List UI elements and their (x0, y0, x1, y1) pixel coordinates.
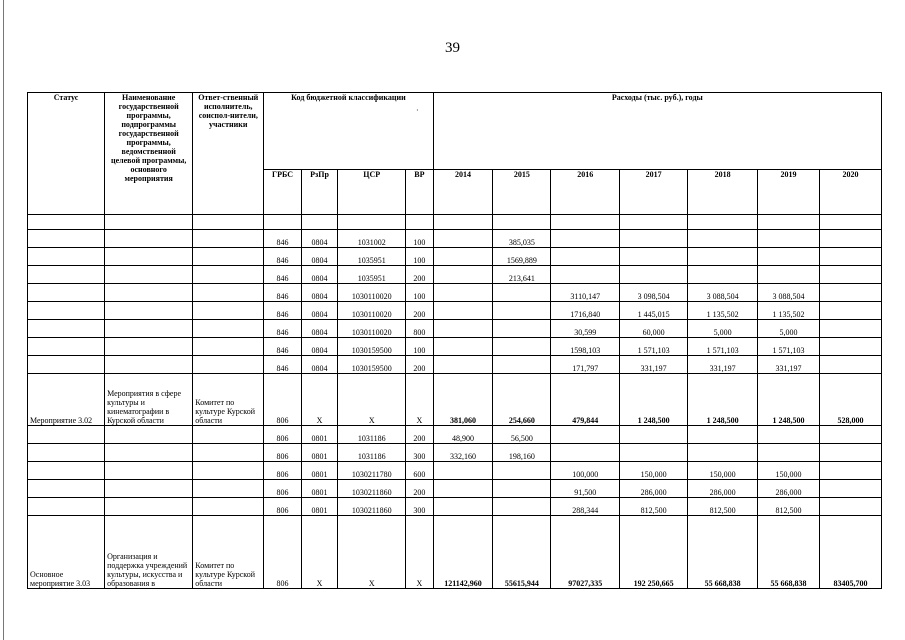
cell-2018 (688, 266, 758, 284)
cell-status (28, 480, 105, 498)
cell-status (28, 266, 105, 284)
table-row (28, 320, 882, 338)
cell-2018: 3 088,504 (688, 284, 758, 302)
cell-vr: 100 (406, 248, 433, 266)
cell-executor (193, 426, 264, 444)
cell-2019: 55 668,838 (758, 516, 820, 589)
cell-name: Организация и поддержка учреждений культуры, искусства и образования в (105, 516, 193, 589)
cell-2018: 1 135,502 (688, 302, 758, 320)
cell-blank (105, 215, 193, 230)
cell-csr: 1030110020 (338, 284, 406, 302)
cell-2020 (819, 320, 881, 338)
header-grbs: ГРБС (264, 170, 302, 215)
header-year-2020: 2020 (819, 170, 881, 215)
header-status: Статус (28, 93, 105, 215)
cell-executor (193, 480, 264, 498)
table-row (28, 356, 882, 374)
cell-status (28, 284, 105, 302)
cell-rzpr: Х (301, 516, 338, 589)
cell-2017 (620, 426, 688, 444)
cell-2020 (819, 230, 881, 248)
cell-grbs: 846 (264, 284, 302, 302)
cell-status (28, 462, 105, 480)
cell-executor (193, 338, 264, 356)
cell-2016 (551, 444, 620, 462)
cell-vr: 200 (406, 302, 433, 320)
cell-blank (493, 215, 551, 230)
cell-rzpr: Х (301, 374, 338, 426)
cell-name (105, 248, 193, 266)
cell-grbs: 806 (264, 516, 302, 589)
cell-grbs: 806 (264, 444, 302, 462)
cell-executor (193, 302, 264, 320)
cell-name (105, 302, 193, 320)
cell-2020: 528,000 (819, 374, 881, 426)
cell-2018 (688, 426, 758, 444)
cell-rzpr: 0804 (301, 284, 338, 302)
cell-2017: 192 250,665 (620, 516, 688, 589)
cell-grbs: 806 (264, 374, 302, 426)
cell-rzpr: 0804 (301, 302, 338, 320)
cell-csr: 1035951 (338, 248, 406, 266)
cell-2018: 5,000 (688, 320, 758, 338)
cell-blank (551, 215, 620, 230)
cell-2014 (433, 338, 493, 356)
cell-2014 (433, 302, 493, 320)
cell-2019 (758, 444, 820, 462)
cell-csr: 1030110020 (338, 320, 406, 338)
cell-2014 (433, 248, 493, 266)
cell-vr: 200 (406, 356, 433, 374)
cell-2015: 1569,889 (493, 248, 551, 266)
cell-2019: 1 248,500 (758, 374, 820, 426)
cell-2020 (819, 338, 881, 356)
cell-executor (193, 444, 264, 462)
cell-2018: 286,000 (688, 480, 758, 498)
header-budget-code (264, 93, 433, 170)
cell-2020 (819, 284, 881, 302)
cell-status (28, 498, 105, 516)
cell-2020 (819, 356, 881, 374)
cell-2017: 3 098,504 (620, 284, 688, 302)
header-year-2014: 2014 (433, 170, 493, 215)
cell-vr: 600 (406, 462, 433, 480)
cell-2019 (758, 426, 820, 444)
cell-2019 (758, 248, 820, 266)
cell-blank (28, 215, 105, 230)
table-row (28, 498, 882, 516)
cell-2017 (620, 248, 688, 266)
table-row (28, 302, 882, 320)
cell-2020 (819, 302, 881, 320)
header-year-2016: 2016 (551, 170, 620, 215)
cell-2016: 479,844 (551, 374, 620, 426)
cell-rzpr: 0801 (301, 426, 338, 444)
cell-2016: 97027,335 (551, 516, 620, 589)
cell-2018: 1 248,500 (688, 374, 758, 426)
table-body (28, 215, 882, 589)
cell-2014 (433, 230, 493, 248)
cell-vr: 200 (406, 480, 433, 498)
cell-2016 (551, 248, 620, 266)
header-vr: ВР (406, 170, 433, 215)
cell-2015: 254,660 (493, 374, 551, 426)
cell-2016: 91,500 (551, 480, 620, 498)
cell-2017: 331,197 (620, 356, 688, 374)
cell-blank (688, 215, 758, 230)
cell-2020 (819, 248, 881, 266)
cell-2018 (688, 444, 758, 462)
cell-grbs: 846 (264, 302, 302, 320)
cell-name (105, 320, 193, 338)
cell-rzpr: 0801 (301, 498, 338, 516)
table-row (28, 338, 882, 356)
cell-name (105, 426, 193, 444)
cell-2018: 812,500 (688, 498, 758, 516)
header-year-2018: 2018 (688, 170, 758, 215)
cell-2019: 3 088,504 (758, 284, 820, 302)
cell-2015 (493, 338, 551, 356)
cell-2019: 331,197 (758, 356, 820, 374)
cell-executor (193, 498, 264, 516)
cell-rzpr: 0804 (301, 320, 338, 338)
cell-blank (758, 215, 820, 230)
cell-status (28, 356, 105, 374)
header-year-2017: 2017 (620, 170, 688, 215)
header-row-top (28, 93, 882, 170)
cell-2015 (493, 498, 551, 516)
cell-2014 (433, 284, 493, 302)
cell-2017 (620, 230, 688, 248)
cell-vr: 800 (406, 320, 433, 338)
cell-2020 (819, 426, 881, 444)
table-row (28, 284, 882, 302)
cell-2015 (493, 462, 551, 480)
header-budget-code-label: Код бюджетной классификации (291, 93, 406, 102)
cell-vr: 100 (406, 338, 433, 356)
cell-2017: 286,000 (620, 480, 688, 498)
cell-blank (338, 215, 406, 230)
cell-2014 (433, 498, 493, 516)
header-budget-code-mark: · (415, 106, 419, 115)
cell-csr: 1030110020 (338, 302, 406, 320)
cell-2016: 171,797 (551, 356, 620, 374)
cell-2020 (819, 266, 881, 284)
cell-blank (620, 215, 688, 230)
cell-2014 (433, 266, 493, 284)
cell-blank (301, 215, 338, 230)
header-year-2019: 2019 (758, 170, 820, 215)
page-edge-line (3, 0, 4, 640)
cell-2019 (758, 266, 820, 284)
cell-grbs: 806 (264, 462, 302, 480)
cell-2018: 331,197 (688, 356, 758, 374)
cell-name (105, 284, 193, 302)
cell-rzpr: 0804 (301, 266, 338, 284)
cell-grbs: 846 (264, 266, 302, 284)
cell-name (105, 498, 193, 516)
cell-2015 (493, 356, 551, 374)
header-name: Наименование государственной программы, подпрограммы государственной программы, ведомственной целевой программы, основного мероприятия (105, 93, 193, 215)
cell-2014: 121142,960 (433, 516, 493, 589)
table-row (28, 480, 882, 498)
cell-executor (193, 230, 264, 248)
cell-status (28, 230, 105, 248)
cell-vr: 200 (406, 266, 433, 284)
cell-2014: 48,900 (433, 426, 493, 444)
header-expenses: Расходы (тыс. руб.), годы (433, 93, 881, 170)
cell-2015: 56,500 (493, 426, 551, 444)
cell-2016: 288,344 (551, 498, 620, 516)
cell-name (105, 266, 193, 284)
cell-2015 (493, 480, 551, 498)
cell-2015: 385,035 (493, 230, 551, 248)
table-row (28, 230, 882, 248)
cell-name (105, 462, 193, 480)
cell-2015 (493, 320, 551, 338)
cell-grbs: 846 (264, 338, 302, 356)
table-row (28, 426, 882, 444)
cell-vr: 200 (406, 426, 433, 444)
cell-blank (264, 215, 302, 230)
table-row (28, 248, 882, 266)
cell-grbs: 846 (264, 320, 302, 338)
cell-2019 (758, 230, 820, 248)
cell-executor (193, 320, 264, 338)
cell-2015: 198,160 (493, 444, 551, 462)
cell-csr: Х (338, 516, 406, 589)
cell-rzpr: 0801 (301, 444, 338, 462)
cell-status: Мероприятие 3.02 (28, 374, 105, 426)
cell-vr: 300 (406, 444, 433, 462)
cell-2018: 1 571,103 (688, 338, 758, 356)
table-row-blank (28, 215, 882, 230)
table-row (28, 444, 882, 462)
cell-2016: 1598,103 (551, 338, 620, 356)
cell-2014 (433, 320, 493, 338)
cell-csr: 1030211860 (338, 498, 406, 516)
cell-2014 (433, 356, 493, 374)
cell-rzpr: 0804 (301, 230, 338, 248)
cell-2020 (819, 480, 881, 498)
cell-status: Основное мероприятие 3.03 (28, 516, 105, 589)
cell-executor (193, 284, 264, 302)
cell-csr: 1030211860 (338, 480, 406, 498)
cell-vr: 100 (406, 230, 433, 248)
cell-grbs: 806 (264, 480, 302, 498)
cell-grbs: 846 (264, 248, 302, 266)
cell-2017 (620, 444, 688, 462)
cell-2015 (493, 284, 551, 302)
cell-rzpr: 0804 (301, 248, 338, 266)
cell-grbs: 806 (264, 426, 302, 444)
cell-2020 (819, 444, 881, 462)
cell-vr: Х (406, 374, 433, 426)
cell-executor: Комитет по культуре Курской области (193, 374, 264, 426)
cell-2016 (551, 230, 620, 248)
cell-vr: Х (406, 516, 433, 589)
cell-rzpr: 0804 (301, 338, 338, 356)
header-executor: Ответ-ственный исполнитель, соиспол-нители, участники (193, 93, 264, 215)
table-row (28, 266, 882, 284)
cell-2018: 150,000 (688, 462, 758, 480)
cell-csr: 1035951 (338, 266, 406, 284)
table-row (28, 462, 882, 480)
cell-name (105, 444, 193, 462)
cell-2017: 1 248,500 (620, 374, 688, 426)
page-number: 39 (445, 40, 460, 56)
cell-name (105, 230, 193, 248)
cell-2019: 1 571,103 (758, 338, 820, 356)
cell-2020: 83405,700 (819, 516, 881, 589)
cell-name (105, 480, 193, 498)
cell-blank (193, 215, 264, 230)
cell-2017: 60,000 (620, 320, 688, 338)
cell-2018 (688, 230, 758, 248)
cell-2019: 286,000 (758, 480, 820, 498)
budget-table (27, 92, 882, 589)
cell-executor: Комитет по культуре Курской области (193, 516, 264, 589)
table-row (28, 374, 882, 426)
cell-status (28, 426, 105, 444)
cell-status (28, 248, 105, 266)
cell-2015 (493, 302, 551, 320)
cell-status (28, 302, 105, 320)
cell-2016: 1716,840 (551, 302, 620, 320)
cell-2016 (551, 426, 620, 444)
cell-2019: 812,500 (758, 498, 820, 516)
cell-2014: 381,060 (433, 374, 493, 426)
cell-2016 (551, 266, 620, 284)
cell-2017: 812,500 (620, 498, 688, 516)
cell-executor (193, 462, 264, 480)
cell-executor (193, 356, 264, 374)
cell-vr: 300 (406, 498, 433, 516)
header-rzpr: РзПр (301, 170, 338, 215)
cell-csr: Х (338, 374, 406, 426)
cell-csr: 1031186 (338, 426, 406, 444)
cell-2019: 1 135,502 (758, 302, 820, 320)
cell-status (28, 444, 105, 462)
cell-name: Мероприятия в сфере культуры и кинематографии в Курской области (105, 374, 193, 426)
cell-2018: 55 668,838 (688, 516, 758, 589)
cell-grbs: 806 (264, 498, 302, 516)
cell-2016: 3110,147 (551, 284, 620, 302)
cell-2015: 213,641 (493, 266, 551, 284)
header-csr: ЦСР (338, 170, 406, 215)
cell-2017: 150,000 (620, 462, 688, 480)
cell-vr: 100 (406, 284, 433, 302)
cell-2016: 100,000 (551, 462, 620, 480)
cell-name (105, 356, 193, 374)
cell-2018 (688, 248, 758, 266)
cell-2020 (819, 462, 881, 480)
cell-2016: 30,599 (551, 320, 620, 338)
cell-rzpr: 0804 (301, 356, 338, 374)
cell-2017: 1 445,015 (620, 302, 688, 320)
cell-2014 (433, 462, 493, 480)
cell-executor (193, 248, 264, 266)
cell-2017 (620, 266, 688, 284)
cell-blank (433, 215, 493, 230)
cell-name (105, 338, 193, 356)
cell-blank (406, 215, 433, 230)
cell-2020 (819, 498, 881, 516)
cell-blank (819, 215, 881, 230)
cell-status (28, 320, 105, 338)
cell-status (28, 338, 105, 356)
cell-2015: 55615,944 (493, 516, 551, 589)
header-year-2015: 2015 (493, 170, 551, 215)
cell-csr: 1030159500 (338, 338, 406, 356)
cell-2014 (433, 480, 493, 498)
cell-rzpr: 0801 (301, 480, 338, 498)
cell-csr: 1031186 (338, 444, 406, 462)
cell-2017: 1 571,103 (620, 338, 688, 356)
cell-2019: 5,000 (758, 320, 820, 338)
cell-grbs: 846 (264, 230, 302, 248)
cell-csr: 1030211780 (338, 462, 406, 480)
cell-2014: 332,160 (433, 444, 493, 462)
cell-csr: 1030159500 (338, 356, 406, 374)
cell-rzpr: 0801 (301, 462, 338, 480)
cell-csr: 1031002 (338, 230, 406, 248)
cell-grbs: 846 (264, 356, 302, 374)
cell-2019: 150,000 (758, 462, 820, 480)
table-row (28, 516, 882, 589)
cell-executor (193, 266, 264, 284)
